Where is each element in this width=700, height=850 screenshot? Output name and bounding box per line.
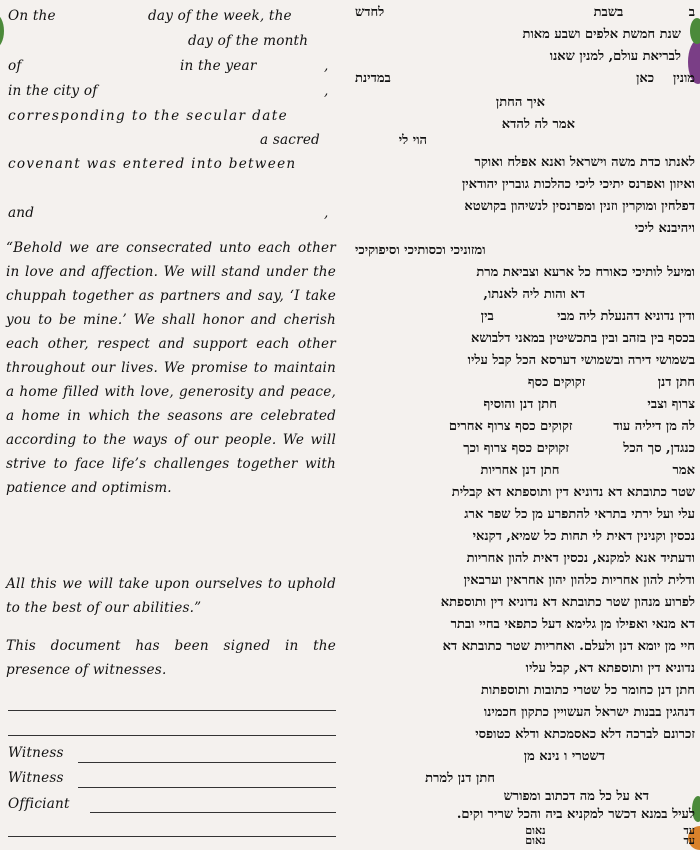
hebrew-line: לבריאת עולם, למנין שאנו (549, 49, 681, 64)
date-line-3a: of (8, 58, 22, 74)
english-text-column (6, 0, 342, 844)
date-line-7: covenant was entered into between (8, 156, 297, 172)
hebrew-line: דא מנאי ואפילו מן גלימא דעל כתפאי בחיי ובתר (450, 617, 695, 632)
hebrew-line: עלי ועל ירתי בתראי להתפרע מן כל שפר ארג (464, 507, 695, 522)
hebrew-line: זכרונם לברכה דלא כאסמכתא ודלא כטופסי (475, 727, 695, 742)
officiant-label: Officiant (8, 796, 70, 812)
witness-1-label: Witness (8, 745, 64, 761)
hebrew-line: לעיל במנא דכשר למקניא ביה והכל שריר וקים. (456, 807, 695, 822)
hebrew-line: חתן דנן למרת (425, 771, 495, 786)
hebrew-line: שנת חמשת אלפים ושבע מאות (522, 27, 681, 42)
hebrew-line: איך החתן (495, 95, 545, 110)
hebrew-line: בשמושי דירה ובשמושי דערסא הכל קבל עליו (467, 353, 695, 368)
signature-line-2 (8, 735, 336, 736)
date-line-3b: in the year (180, 58, 257, 74)
signature-line-1 (8, 710, 336, 711)
hebrew-line: חיי מן יומא דנן ולעלם. ואחריות שטר כתובתא דא (442, 639, 695, 654)
hebrew-line: מונין כאן במדינת (355, 71, 695, 86)
date-line-4a: in the city of (8, 83, 98, 99)
hebrew-line: צרוף וצבי חתן דנן והוסיף (483, 397, 695, 412)
witness-2-signature-line[interactable] (78, 787, 336, 788)
hebrew-line: ודעתיד אנא למקנא, נכסין דאית להון אחריות (466, 551, 695, 566)
hebrew-witness-line-2: עד נאום (525, 834, 695, 847)
witness-2-label: Witness (8, 770, 64, 786)
hebrew-line: ומיעל לותיכי כאורח כל ארעא וצביאת מרת (476, 265, 695, 280)
hebrew-line: ויהיבנא ליכי (634, 221, 695, 236)
hebrew-line: אמר לה להדא (501, 117, 575, 132)
hebrew-line: אמר חתן דנן אחריות (480, 463, 695, 478)
witness-1-signature-line[interactable] (78, 762, 336, 763)
and-label: and (8, 205, 35, 221)
date-line-5: corresponding to the secular date (8, 108, 289, 124)
hebrew-line: ומזוניכי וכסותיכי וסיפוקיכי (355, 243, 486, 258)
hebrew-witness-line-1: עד נאום (525, 824, 695, 837)
date-line-6: a sacred (260, 132, 320, 148)
hebrew-line: כנגדן, סך הכל זקוקים כסף צרוף וכך (463, 441, 695, 456)
date-line-1b: day of the week, the (148, 8, 292, 24)
hebrew-line: חתן דנן כחומר כל שטרי כתובות ותוספתות (481, 683, 695, 698)
date-line-1a: On the (8, 8, 56, 24)
hebrew-line: הוי לי (398, 133, 427, 148)
and-comma: , (324, 205, 329, 221)
hebrew-text-column (355, 0, 695, 847)
officiant-signature-line[interactable] (90, 812, 336, 813)
hebrew-line: ואיזון ואפרנס יתיכי ליכי כהלכות גוברין יהודאין (461, 177, 695, 192)
hebrew-line: דשטרי ו נינא מן (523, 749, 605, 764)
flower-decoration-top-left-icon (0, 14, 4, 48)
vows-paragraph: “Behold we are consecrated unto each other in love and affection. We will stand under the chuppah together as partners and say, ‘I take you to be mine.’ We shall honor and cherish each other, respect and support each other throughout our lives. We promise to maintain a home filled with love, generosity and peace, a home in which the seasons are celebrated according to the ways of our people. We will strive to face life’s challenges together with patience and optimism. (6, 240, 336, 496)
hebrew-line: לאנתו כדת משה וישראל ואנא אפלח ואוקר (474, 155, 695, 170)
hebrew-line: נדוניא דין ותוספתא דא, קבל עליו (525, 661, 695, 676)
signed-paragraph: This document has been signed in the presence of witnesses. (6, 638, 336, 678)
hebrew-line: דנהגין בבנות ישראל העשויין כתקון חכמינו (483, 705, 695, 720)
hebrew-line: ודלית להון אחריות כלהון יהון אחראין וערבאין (463, 573, 695, 588)
hebrew-line: לה מן דיליה עוד זקוקים כסף צרוף אחרים (448, 419, 695, 434)
hebrew-line: לפרוע מנהון שטר כתובתא דא נדוניא דין ותוספתא (440, 595, 695, 610)
hebrew-line: דא על כל מה דכתוב ומפורש (503, 789, 649, 804)
hebrew-line: דא והות ליה לאנתו, (483, 287, 585, 302)
hebrew-line: דפלחין ומוקרין וזנין ומפרנסין לנשיהון בקושטא (464, 199, 695, 214)
hebrew-line: שטר כתובתא דא נדוניא דין ותוספתא דא קבלית (451, 485, 695, 500)
date-line-4b: , (324, 83, 329, 99)
uphold-paragraph: All this we will take upon ourselves to uphold to the best of our abilities.” (6, 576, 336, 616)
hebrew-line: ב בשבת לחדש (355, 5, 695, 20)
hebrew-line: נכסין וקנינין דאית לי תחות כל שמיא, דקנאי (472, 529, 695, 544)
date-line-3c: , (324, 58, 329, 74)
hebrew-line: ודין נדוניא דהנעלת ליה מבי בין (480, 309, 695, 324)
hebrew-line: בכסף בין בזהב ובין בתכשיטין במאני דלבושא (470, 331, 695, 346)
date-line-2: day of the month (188, 33, 309, 49)
signature-line-bottom (8, 836, 336, 837)
hebrew-line: חתן דנן זקוקים כסף (527, 375, 695, 390)
